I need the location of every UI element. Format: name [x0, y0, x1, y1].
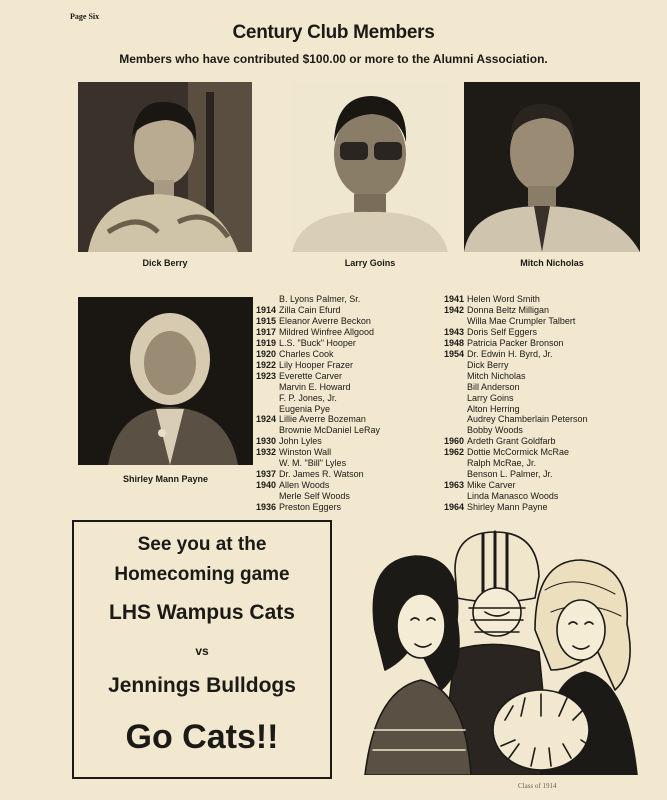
list-item: Audrey Chamberlain Peterson — [467, 414, 588, 425]
list-item: 1954 Dr. Edwin H. Byrd, Jr. — [443, 348, 553, 359]
list-item: 1924 Lillie Averre Bozeman — [255, 414, 366, 425]
ad-line-6: Go Cats!! — [125, 718, 279, 756]
list-item: Marvin E. Howard — [279, 381, 351, 392]
list-item: Larry Goins — [467, 392, 514, 403]
list-item: 1932 Winston Wall — [255, 447, 332, 458]
list-item: Mitch Nicholas — [467, 370, 526, 381]
ad-line-1: See you at the — [137, 534, 267, 555]
member-list-left — [250, 294, 380, 513]
footer-note: Class of 1914 — [518, 782, 557, 790]
list-item: 1948 Patricia Packer Bronson — [443, 337, 564, 348]
list-item: 1941 Helen Word Smith — [443, 294, 540, 304]
list-item: 1940 Allen Woods — [255, 480, 330, 491]
ad-line-4: vs — [195, 644, 209, 658]
list-item: 1915 Eleanor Averre Beckon — [255, 315, 371, 326]
page-title: Century Club Members — [232, 22, 435, 43]
list-item: Alton Herring — [467, 403, 520, 414]
page-number: Page Six — [70, 12, 100, 21]
list-item: 1963 Mike Carver — [443, 480, 516, 491]
list-item: W. M. "Bill" Lyles — [279, 458, 347, 469]
list-item: Bill Anderson — [467, 381, 520, 392]
list-item: 1942 Donna Beltz Milligan — [443, 304, 550, 315]
list-item: 1936 Preston Eggers — [255, 502, 342, 513]
photo-caption: Larry Goins — [344, 258, 396, 268]
photo-caption: Shirley Mann Payne — [122, 474, 209, 484]
list-item: 1914 Zilla Cain Efurd — [255, 304, 341, 315]
list-item: 1923 Everette Carver — [255, 370, 343, 381]
photo-larry-goins — [292, 82, 448, 252]
ad-line-2: Homecoming game — [114, 564, 290, 585]
list-item: Brownie McDaniel LeRay — [279, 425, 381, 436]
list-item: Dick Berry — [467, 359, 509, 370]
list-item: 1919 L.S. "Buck" Hooper — [255, 337, 356, 348]
photo-caption: Mitch Nicholas — [520, 258, 584, 268]
list-item: 1960 Ardeth Grant Goldfarb — [443, 436, 556, 447]
list-item: Bobby Woods — [467, 425, 523, 436]
list-item: 1930 John Lyles — [255, 436, 322, 447]
list-item: B. Lyons Palmer, Sr. — [279, 294, 361, 304]
list-item: 1922 Lily Hooper Frazer — [255, 359, 354, 370]
list-item: Eugenia Pye — [279, 403, 331, 414]
list-item: Merle Self Woods — [279, 491, 350, 502]
list-item: F. P. Jones, Jr. — [279, 392, 337, 403]
page-subtitle: Members who have contributed $100.00 or more to the Alumni Association. — [119, 52, 548, 66]
photo-dick-berry — [78, 82, 252, 252]
list-item: Linda Manasco Woods — [467, 491, 559, 502]
list-item: 1920 Charles Cook — [255, 348, 334, 359]
list-item: 1917 Mildred Winfree Allgood — [255, 326, 375, 337]
photo-caption: Dick Berry — [142, 258, 188, 268]
cheerleaders-football-illustration — [345, 520, 645, 775]
list-item: Benson L. Palmer, Jr. — [467, 469, 553, 480]
ad-line-5: Jennings Bulldogs — [108, 674, 296, 697]
photo-shirley-mann-payne — [78, 297, 253, 465]
photo-mitch-nicholas — [464, 82, 640, 252]
member-list-right — [438, 294, 588, 513]
illustration-drawing — [345, 520, 645, 775]
list-item: 1962 Dottie McCormick McRae — [443, 447, 570, 458]
homecoming-ad-box — [72, 520, 332, 779]
list-item: 1943 Doris Self Eggers — [443, 326, 538, 337]
list-item: 1964 Shirley Mann Payne — [443, 502, 548, 513]
list-item: Willa Mae Crumpler Talbert — [467, 315, 576, 326]
ad-line-3: LHS Wampus Cats — [109, 601, 295, 624]
list-item: Ralph McRae, Jr. — [467, 458, 537, 469]
list-item: 1937 Dr. James R. Watson — [255, 469, 364, 480]
